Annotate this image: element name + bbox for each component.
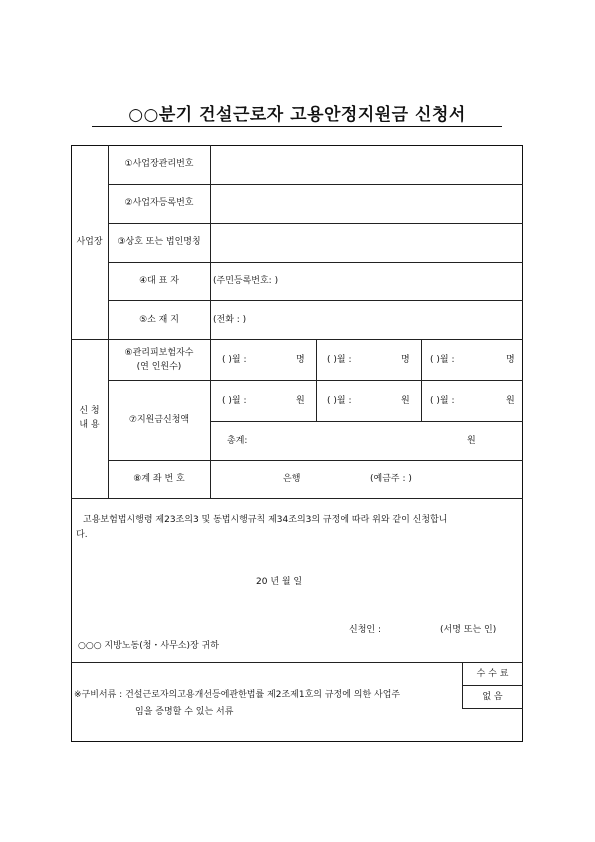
row-divider-7a [210, 421, 523, 422]
label-address: ⑤소 재 지 [139, 315, 179, 325]
required-documents-line2: 임을 증명할 수 있는 서류 [135, 707, 234, 717]
label-workplace-mgmt-no: ①사업장관리번호 [124, 159, 194, 169]
insured-month-2[interactable]: ( )월 : [327, 355, 352, 365]
label-subsidy-amount: ⑦지원금신청액 [128, 415, 190, 425]
amount-month-3[interactable]: ( )월 : [430, 396, 455, 406]
address-phone-field[interactable]: (전화 : ) [213, 315, 247, 325]
required-documents-line1: ※구비서류 : 건설근로자의고용개선등에관한법률 제2조제1호의 규정에 의한 사업주 [74, 690, 401, 700]
amount-unit-1: 원 [296, 396, 305, 406]
row-divider-3 [108, 262, 523, 263]
representative-id-field[interactable]: (주민등록번호: ) [213, 276, 279, 286]
application-date[interactable]: 20 년 월 일 [256, 577, 303, 587]
signature-label: (서명 또는 인) [440, 625, 497, 635]
section-label-workplace: 사업장 [76, 237, 103, 247]
addressee: ○○○ 지방노동(청・사무소)장 귀하 [78, 641, 219, 651]
amount-month-2[interactable]: ( )월 : [327, 396, 352, 406]
account-bank-field[interactable]: 은행 [283, 474, 301, 484]
document-title: ○○분기 건설근로자 고용안정지원금 신청서 [128, 105, 466, 125]
insured-unit-1: 명 [296, 355, 305, 365]
row-divider-4 [108, 300, 523, 301]
section-label-request [71, 404, 108, 432]
declaration-text-line2: 다. [76, 530, 88, 540]
section-label-request-line1: 신 청 [79, 406, 100, 416]
fee-label: 수 수 료 [476, 669, 509, 679]
amount-unit-3: 원 [506, 396, 515, 406]
declaration-text-line1: 고용보험법시행령 제23조의3 및 동법시행규칙 제34조의3의 규정에 따라 위와 같이 신청합니 [83, 515, 448, 525]
amount-month-1[interactable]: ( )월 : [222, 396, 247, 406]
amount-unit-2: 원 [401, 396, 410, 406]
label-business-reg-no: ②사업자등록번호 [124, 198, 194, 208]
section-divider-applicant [71, 339, 523, 340]
section-label-request-line2: 내 용 [79, 420, 100, 430]
row-divider-7b [108, 460, 523, 461]
applicant-label: 신청인 : [349, 625, 381, 635]
col-divider-month-1 [316, 339, 317, 421]
declaration-divider [71, 662, 523, 663]
row-divider-2 [108, 223, 523, 224]
label-company-name: ③상호 또는 법인명칭 [117, 237, 201, 247]
fee-box-bottom [462, 708, 523, 709]
insured-month-3[interactable]: ( )월 : [430, 355, 455, 365]
col-divider-label [210, 145, 211, 498]
col-divider-month-2 [421, 339, 422, 421]
section-divider-request [71, 498, 523, 499]
insured-unit-2: 명 [401, 355, 410, 365]
insured-unit-3: 명 [506, 355, 515, 365]
account-holder-field[interactable]: (예금주 : ) [370, 474, 412, 484]
label-account-number: ⑧계 좌 번 호 [133, 474, 185, 484]
amount-total-unit: 원 [467, 436, 476, 446]
fee-box-divider [462, 685, 523, 686]
row-divider-1 [108, 184, 523, 185]
label-representative: ④대 표 자 [139, 276, 179, 286]
title-underline [92, 126, 502, 127]
label-insured-count [108, 346, 210, 374]
label-insured-count-line2: (연 인원수) [136, 362, 182, 372]
label-insured-count-line1: ⑥관리피보험자수 [124, 348, 194, 358]
fee-value: 없 음 [482, 692, 503, 702]
amount-total-label: 총계: [227, 436, 248, 446]
insured-month-1[interactable]: ( )월 : [222, 355, 247, 365]
application-form-frame [71, 145, 523, 742]
